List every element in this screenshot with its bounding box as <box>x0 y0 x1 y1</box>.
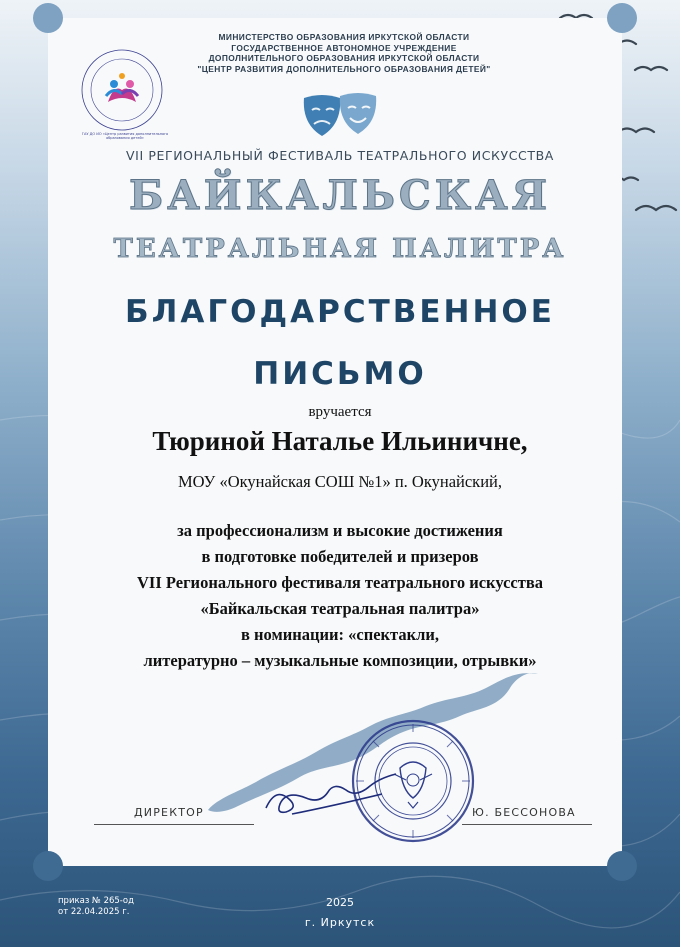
corner-notch <box>33 3 63 33</box>
reason-block <box>0 518 680 674</box>
signature-line-right <box>462 824 592 825</box>
ministry-line: ГОСУДАРСТВЕННОЕ АВТОНОМНОЕ УЧРЕЖДЕНИЕ <box>231 42 457 53</box>
ministry-line: "ЦЕНТР РАЗВИТИЯ ДОПОЛНИТЕЛЬНОГО ОБРАЗОВАНИЯ ДЕТЕЙ" <box>197 63 491 74</box>
theatre-masks-icon <box>300 92 382 142</box>
signature-line-left <box>94 824 254 825</box>
reason-line: VII Регионального фестиваля театрального искусства <box>137 573 543 592</box>
director-label: ДИРЕКТОР <box>134 806 204 819</box>
center-logo <box>72 40 172 140</box>
reason-line: за профессионализм и высокие достижения <box>177 521 503 540</box>
ministry-line: ДОПОЛНИТЕЛЬНОГО ОБРАЗОВАНИЯ ИРКУТСКОЙ ОБЛАСТИ <box>208 53 480 63</box>
festival-subtitle: VII РЕГИОНАЛЬНЫЙ ФЕСТИВАЛЬ ТЕАТРАЛЬНОГО ИСКУССТВА <box>126 148 554 163</box>
reason-line: «Байкальская театральная палитра» <box>200 599 480 618</box>
corner-notch <box>33 851 63 881</box>
festival-name-line1: БАЙКАЛЬСКАЯ <box>129 172 551 219</box>
order-date: от 22.04.2025 г. <box>58 907 130 917</box>
reason-line: в номинации: «спектакли, <box>241 625 439 644</box>
reason-line: в подготовке победителей и призеров <box>201 547 479 566</box>
awarded-text: вручается <box>308 404 372 420</box>
ministry-header <box>164 32 524 74</box>
director-name: Ю. БЕССОНОВА <box>472 806 576 819</box>
corner-notch <box>607 851 637 881</box>
order-number: приказ № 265-од <box>58 896 134 906</box>
footer-city: г. Иркутск <box>304 916 376 929</box>
handwritten-signature <box>262 768 422 828</box>
corner-notch <box>607 3 637 33</box>
logo-ring-text: ГАУ ДО ИО «Центр развития дополнительного образования детей» <box>81 132 169 140</box>
letter-title-line2: ПИСЬМО <box>253 356 427 392</box>
recipient-name: Тюриной Наталье Ильиничне, <box>152 426 528 456</box>
footer-year: 2025 <box>326 896 354 909</box>
festival-name-line2: ТЕАТРАЛЬНАЯ ПАЛИТРА <box>113 234 567 264</box>
reason-line: литературно – музыкальные композиции, отрывки» <box>143 651 537 670</box>
ministry-line: МИНИСТЕРСТВО ОБРАЗОВАНИЯ ИРКУТСКОЙ ОБЛАСТИ <box>218 32 470 42</box>
letter-title-line1: БЛАГОДАРСТВЕННОЕ <box>125 294 555 330</box>
school-name: МОУ «Окунайская СОШ №1» п. Окунайский, <box>178 472 502 491</box>
